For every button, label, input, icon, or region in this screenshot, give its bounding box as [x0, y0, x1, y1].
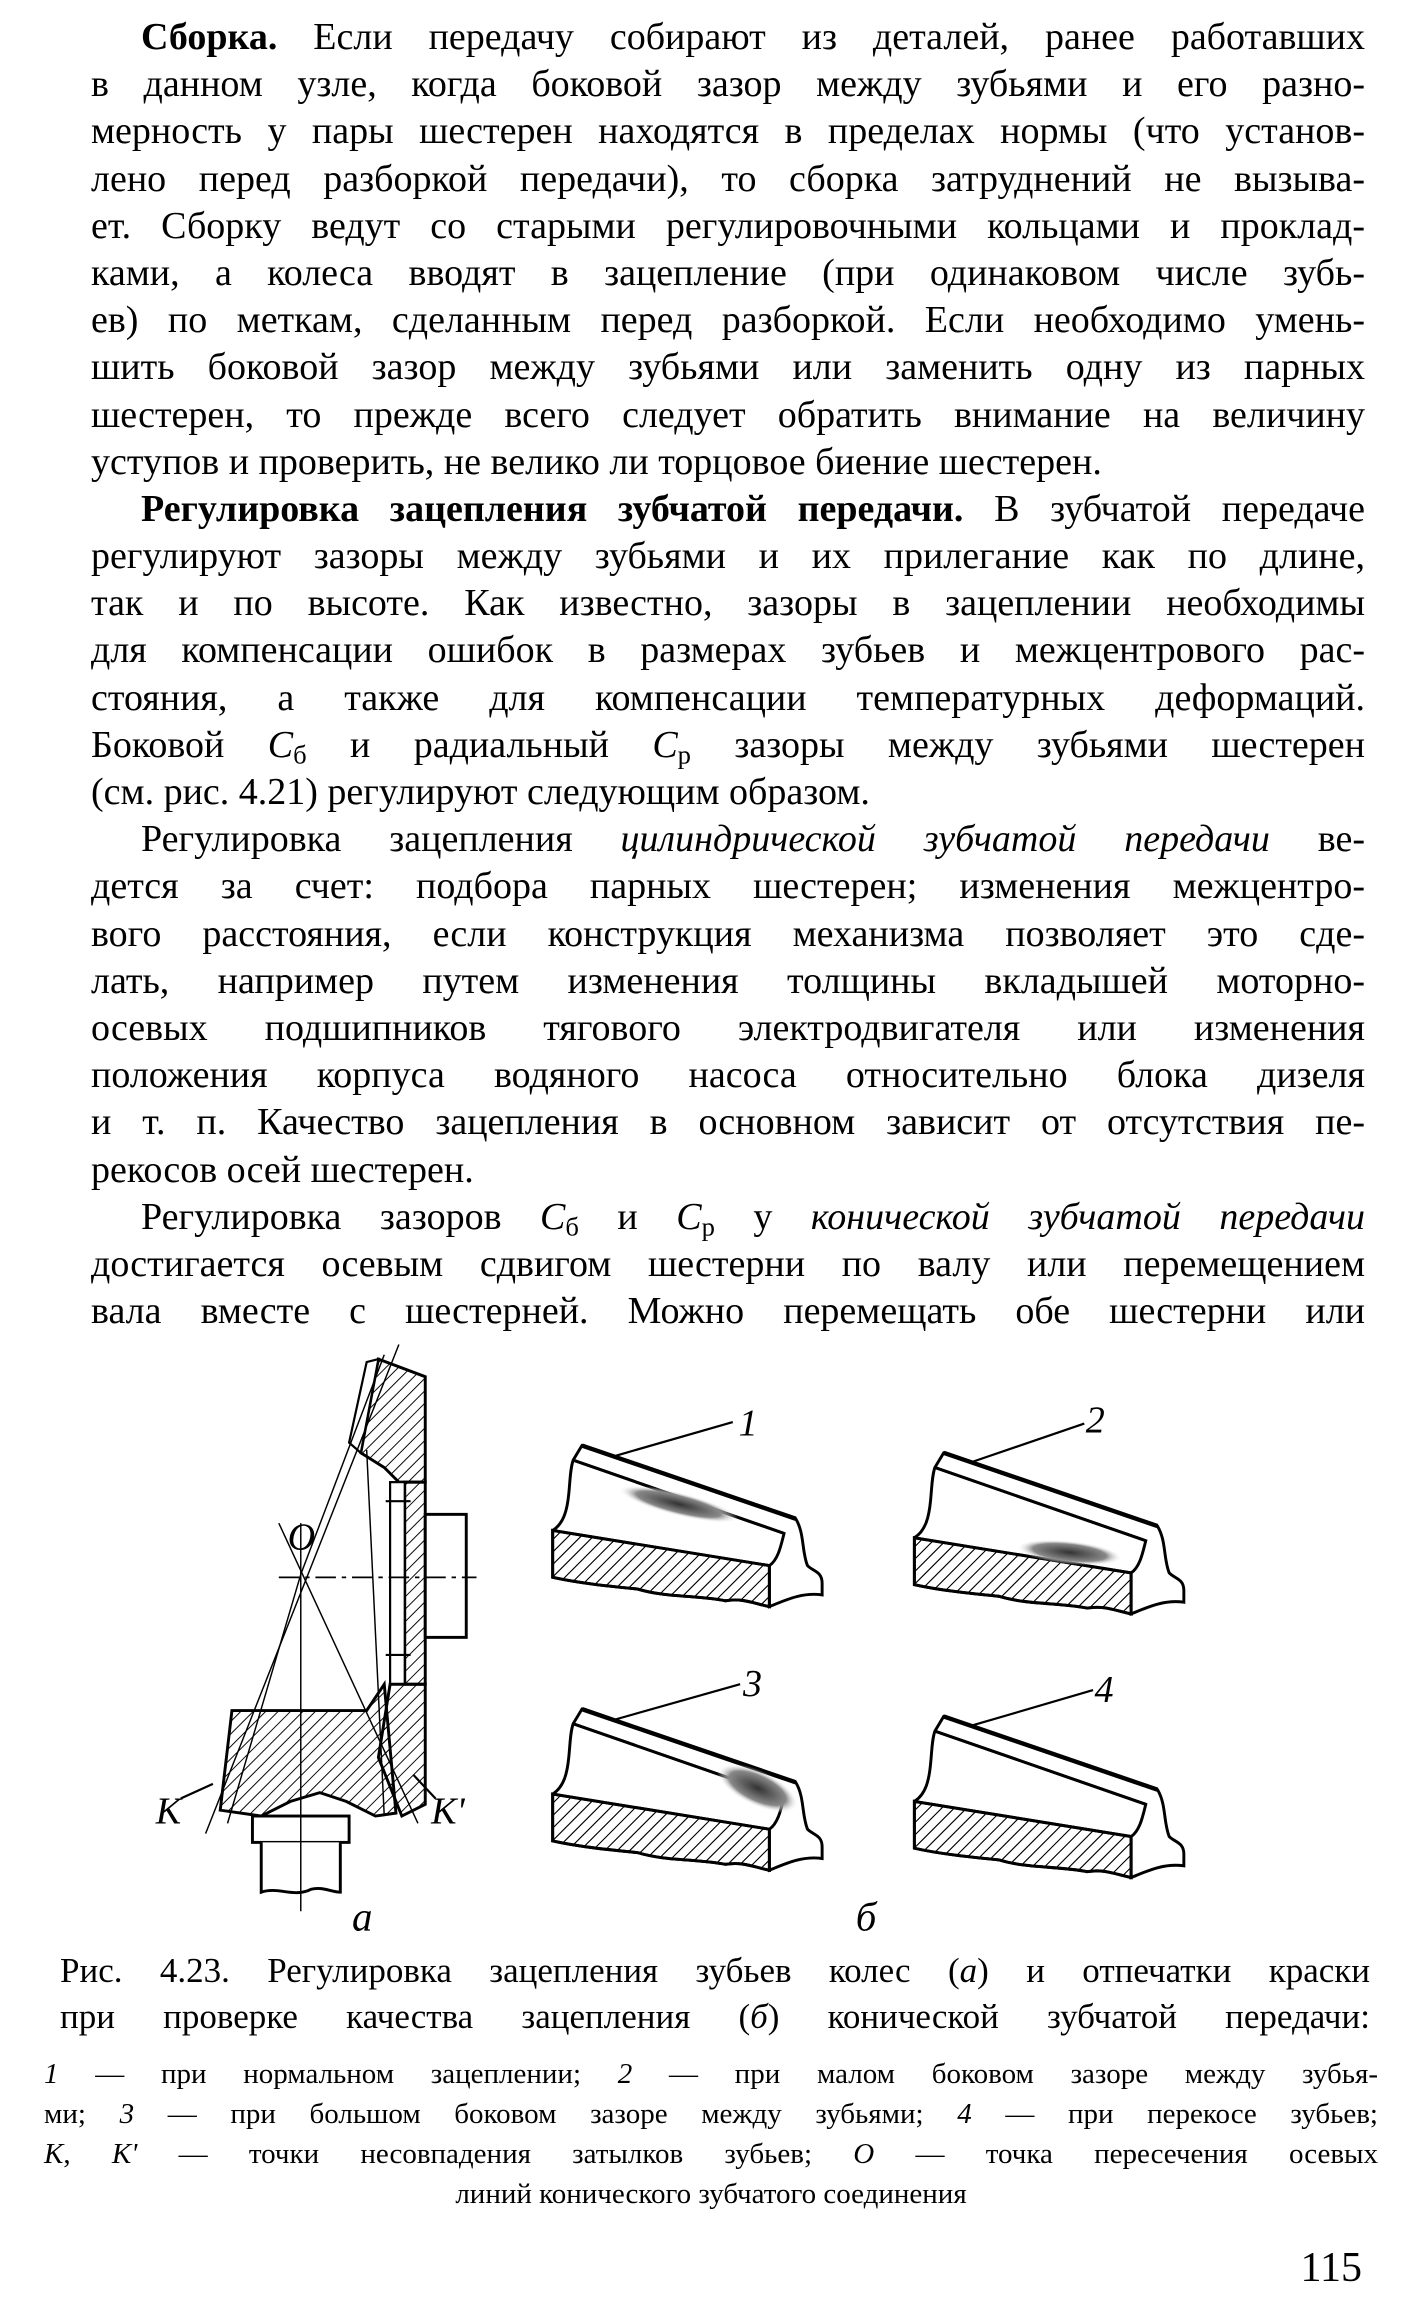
text-line: [91, 1099, 1365, 1146]
tooth-imprint-3: [552, 1684, 821, 1870]
text-line: [91, 580, 1365, 627]
text-line: [91, 1194, 1365, 1241]
text-run: ками, а колеса вводят в зацепление (при одинаковом числе зубь-: [91, 251, 1365, 294]
text-run: Рис. 4.23. Регулировка зацепления зубьев колес (: [60, 1951, 960, 1990]
text-run: — при большом боковом зазоре между зубьями;: [134, 2098, 958, 2130]
figure-4-23: [147, 1340, 1260, 1941]
text-line: [91, 911, 1365, 958]
caption-line: [60, 1948, 1370, 1994]
text-run: и: [578, 1195, 677, 1238]
text-line: [91, 1052, 1365, 1099]
tooth-label-4: 4: [1094, 1668, 1114, 1711]
text-run: ет. Сборку ведут со старыми регулировочными кольцами и проклад-: [91, 204, 1365, 247]
text-run: уступов и проверить, не велико ли торцовое биение шестерен.: [91, 440, 1102, 483]
text-run: шестерен, то прежде всего следует обратить внимание на величину: [91, 393, 1365, 436]
caption-line: [60, 1994, 1370, 2040]
text-run: б: [565, 1211, 579, 1242]
text-run: линий конического зубчатого соединения: [455, 2178, 967, 2210]
text-line: [91, 486, 1365, 533]
text-run: 1: [44, 2058, 59, 2090]
paragraph: [91, 816, 1365, 1194]
text-run: K: [44, 2138, 64, 2170]
text-run: O: [853, 2138, 875, 2170]
text-line: [91, 1147, 1365, 1194]
text-run: Регулировка зацепления зубчатой передачи.: [141, 487, 964, 530]
text-run: у: [714, 1195, 811, 1238]
tooth-imprint-4: [914, 1690, 1183, 1877]
text-run: ,: [63, 2138, 112, 2170]
body-text: [91, 14, 1365, 1335]
text-run: а: [959, 1951, 978, 1990]
text-run: стояния, а также для компенсации температурных деформаций.: [91, 676, 1365, 719]
text-run: Регулировка зацепления: [141, 818, 621, 861]
text-run: и радиальный: [306, 723, 653, 766]
point-label-o: O: [287, 1516, 315, 1559]
point-label-k: K: [155, 1790, 181, 1833]
text-line: [91, 61, 1365, 108]
text-run: (см. рис. 4.21) регулируют следующим образом.: [91, 771, 870, 813]
text-line: [91, 250, 1365, 297]
figure-caption-title: [60, 1948, 1370, 2040]
text-line: [91, 769, 1365, 816]
text-run: и т. п. Качество зацепления в основном зависит от отсутствия пе-: [91, 1101, 1365, 1144]
paragraph: [91, 1194, 1365, 1336]
text-line: [91, 203, 1365, 250]
part-label-a: а: [351, 1893, 373, 1940]
text-line: [91, 1288, 1365, 1335]
text-run: положения корпуса водяного насоса относительно блока дизеля: [91, 1054, 1365, 1097]
text-run: для компенсации ошибок в размерах зубьев и межцентрового рас-: [91, 629, 1365, 672]
figure-caption-legend: [44, 2054, 1378, 2214]
text-run: — при малом боковом зазоре между зубья-: [632, 2058, 1378, 2090]
legend-line: [44, 2054, 1378, 2094]
text-run: 3: [119, 2098, 135, 2130]
point-label-k-prime: K': [430, 1790, 465, 1833]
text-run: Регулировка зазоров: [141, 1195, 541, 1238]
part-label-b: б: [855, 1893, 876, 1940]
text-run: достигается осевым сдвигом шестерни по валу или перемещением: [91, 1242, 1365, 1285]
text-run: — точка пересечения осевых: [874, 2138, 1379, 2170]
text-run: 2: [617, 2058, 633, 2090]
text-run: лать, например путем изменения толщины вкладышей моторно-: [91, 959, 1365, 1002]
text-run: зазоры между зубьями шестерен: [690, 723, 1365, 766]
text-run: — при перекосе зубьев;: [971, 2098, 1378, 2130]
text-line: [91, 297, 1365, 344]
text-line: [91, 627, 1365, 674]
text-run: K': [111, 2138, 138, 2170]
text-run: конической зубчатой передачи: [810, 1195, 1365, 1238]
paragraph: [91, 14, 1365, 486]
text-run: C: [676, 1195, 702, 1238]
tooth-label-1: 1: [738, 1402, 758, 1445]
text-run: регулируют зазоры между зубьями и их прилегание как по длине,: [91, 535, 1365, 578]
text-run: в данном узле, когда боковой зазор между зубьями и его разно-: [91, 63, 1365, 106]
text-line: [91, 722, 1365, 769]
legend-line: [44, 2174, 1378, 2214]
text-run: — точки несовпадения затылков зубьев;: [137, 2138, 854, 2170]
text-run: р: [677, 739, 691, 770]
text-line: [91, 14, 1365, 61]
text-run: — при нормальном зацеплении;: [58, 2058, 618, 2090]
text-line: [91, 816, 1365, 863]
text-run: Если передачу собирают из деталей, ранее работавших: [277, 16, 1365, 58]
text-run: В зубчатой передаче: [963, 487, 1366, 530]
text-run: C: [267, 723, 294, 766]
text-line: [91, 156, 1365, 203]
text-run: Боковой: [91, 723, 268, 766]
text-run: б: [293, 739, 307, 770]
legend-line: [44, 2134, 1378, 2174]
text-run: ) и отпечатки краски: [977, 1951, 1371, 1990]
text-run: р: [701, 1211, 715, 1242]
text-line: [91, 1005, 1365, 1052]
text-line: [91, 108, 1365, 155]
text-line: [91, 675, 1365, 722]
text-line: [91, 533, 1365, 580]
text-run: вала вместе с шестерней. Можно перемещать обе шестерни или: [91, 1290, 1365, 1333]
text-line: [91, 863, 1365, 910]
tooth-label-2: 2: [1085, 1399, 1105, 1442]
text-run: шить боковой зазор между зубьями или заменить одну из парных: [91, 346, 1365, 389]
text-run: ве-: [1269, 818, 1365, 861]
text-run: осевых подшипников тягового электродвигателя или изменения: [91, 1006, 1365, 1049]
text-run: Сборка.: [141, 16, 278, 58]
text-run: C: [540, 1195, 566, 1238]
text-run: C: [652, 723, 678, 766]
text-run: б: [750, 1997, 768, 2036]
text-run: мерность у пары шестерен находятся в пределах нормы (что установ-: [91, 110, 1365, 153]
text-run: 4: [957, 2098, 972, 2130]
tooth-imprint-1: [552, 1422, 821, 1607]
text-run: лено перед разборкой передачи), то сборка затруднений не вызыва-: [91, 157, 1365, 200]
text-run: ми;: [44, 2098, 120, 2130]
text-run: при проверке качества зацепления (: [60, 1997, 751, 2036]
text-run: вого расстояния, если конструкция механизма позволяет это сде-: [91, 912, 1365, 955]
page-number: 115: [1300, 2245, 1362, 2291]
legend-line: [44, 2094, 1378, 2134]
text-run: так и по высоте. Как известно, зазоры в зацеплении необходимы: [91, 582, 1365, 625]
text-run: цилиндрической зубчатой передачи: [620, 818, 1270, 861]
figure-drawing: [147, 1340, 1260, 1941]
text-line: [91, 958, 1365, 1005]
text-run: дется за счет: подбора парных шестерен; изменения межцентро-: [91, 865, 1365, 908]
text-line: [91, 439, 1365, 486]
text-line: [91, 344, 1365, 391]
text-run: ев) по меткам, сделанным перед разборкой. Если необходимо умень-: [91, 299, 1365, 342]
tooth-label-3: 3: [742, 1662, 762, 1705]
text-run: ) конической зубчатой передачи:: [767, 1997, 1370, 2036]
text-line: [91, 392, 1365, 439]
paragraph: [91, 486, 1365, 816]
tooth-imprint-2: [914, 1424, 1183, 1614]
text-line: [91, 1241, 1365, 1288]
text-run: рекосов осей шестерен.: [91, 1148, 474, 1191]
